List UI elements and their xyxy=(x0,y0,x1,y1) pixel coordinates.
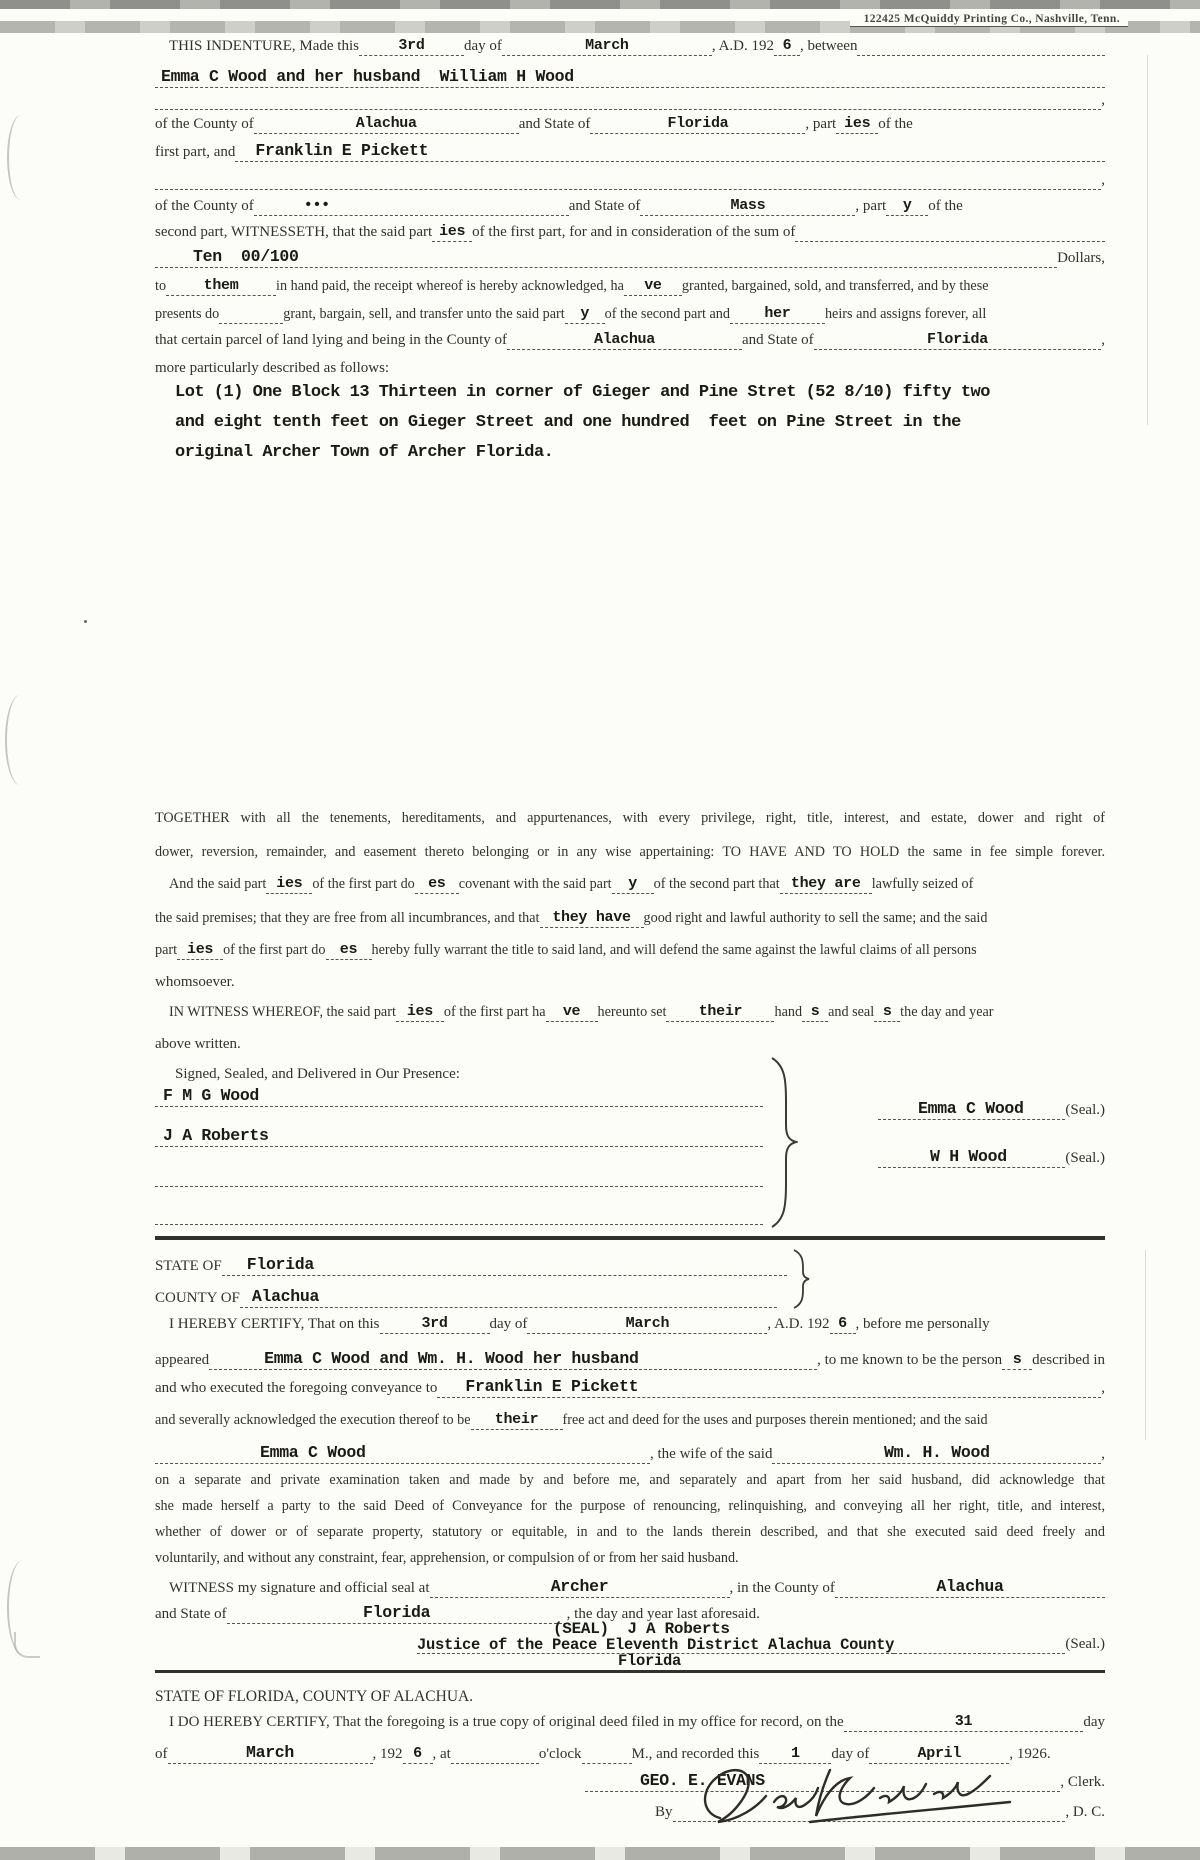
filled-month xyxy=(527,1311,767,1334)
notary-seal-line: (SEAL) J A Roberts xyxy=(553,1620,730,1638)
form-label: , part xyxy=(805,116,837,133)
form-label: presents do xyxy=(155,306,220,323)
section-rule-2 xyxy=(155,1670,1105,1673)
form-label: (Seal.) xyxy=(1065,1636,1105,1653)
form-label: , xyxy=(1101,1446,1105,1463)
receipt-line xyxy=(155,274,1105,296)
typed-entry: Franklin E Pickett xyxy=(465,1376,639,1396)
filled-s xyxy=(802,999,828,1022)
top-scan-band xyxy=(0,0,1200,9)
typed-entry: her xyxy=(764,305,791,322)
typed-entry: ies xyxy=(276,875,303,892)
separator-line-2 xyxy=(155,172,1105,190)
separate-examination-line-3 xyxy=(155,1520,1105,1542)
form-label: and who executed the foregoing conveyance to xyxy=(155,1380,438,1397)
form-label: part xyxy=(155,942,178,959)
form-label: first part, and xyxy=(155,144,236,161)
property-description-line-1: Lot (1) One Block 13 Thirteen in corner of Gieger and Pine Stret (52 8/10) fifty two xyxy=(175,383,990,402)
form-label: that certain parcel of land lying and being in the County of xyxy=(155,332,507,349)
separate-examination-line-1 xyxy=(155,1468,1105,1490)
section-rule-1 xyxy=(155,1236,1105,1240)
typed-entry: they have xyxy=(552,909,631,926)
margin-artifact xyxy=(5,695,35,785)
filled-ack-state xyxy=(222,1249,787,1276)
form-label: of the first part ha xyxy=(443,1004,546,1021)
filled-grantee xyxy=(235,139,1105,162)
form-label: heirs and assigns forever, all xyxy=(824,306,987,323)
typed-entry: ies xyxy=(439,223,466,240)
filled-grantor-signature xyxy=(878,1137,1065,1168)
margin-artifact-hook xyxy=(14,1632,40,1658)
typed-entry: Ten 00/100 xyxy=(193,246,299,266)
separate-examination-line-4 xyxy=(155,1546,1105,1568)
filled-ack-county xyxy=(240,1281,777,1308)
page-edge-line xyxy=(1147,55,1148,425)
typed-entry: 1 xyxy=(791,1745,800,1762)
form-label: second part, WITNESSETH, that the said part xyxy=(155,224,433,241)
form-label: , at xyxy=(432,1746,451,1763)
certify-line xyxy=(155,1312,1105,1334)
typed-entry: March xyxy=(585,37,629,54)
typed-entry: ies xyxy=(844,115,871,132)
filled-grantor-signature xyxy=(878,1089,1065,1120)
filled-grantors xyxy=(155,57,1105,88)
filled-parties xyxy=(396,999,444,1022)
conveyance-line xyxy=(155,1376,1105,1398)
typed-entry: Florida xyxy=(667,115,729,132)
form-label: STATE OF xyxy=(155,1258,222,1275)
form-label: hand xyxy=(774,1004,803,1021)
typed-entry: Florida xyxy=(363,1602,431,1622)
blank-fill xyxy=(857,33,1105,56)
form-label: , the day and year last aforesaid. xyxy=(566,1606,760,1623)
form-label: of the County of xyxy=(155,116,254,133)
typed-entry: April xyxy=(917,1745,962,1762)
form-label: , between xyxy=(799,38,858,55)
form-label: voluntarily, and without any constraint, fear, apprehension, or compulsion of or from her said husband. xyxy=(155,1550,739,1567)
form-label: day xyxy=(1083,1714,1105,1731)
premises-line xyxy=(155,906,1105,928)
typed-entry: s xyxy=(882,1003,892,1020)
county-state-line-2 xyxy=(155,194,1105,216)
form-label: of the first part, for and in consideration of the sum of xyxy=(472,224,796,241)
form-label: o'clock xyxy=(538,1746,582,1763)
form-label: , D. C. xyxy=(1065,1804,1105,1821)
filled-day xyxy=(380,1311,490,1334)
typed-entry: Alachua xyxy=(355,115,417,132)
filled-s xyxy=(1002,1343,1032,1370)
filled-conveyance-name xyxy=(437,1375,1101,1398)
typed-entry: Wm. H. Wood xyxy=(884,1442,990,1462)
typed-entry: ••• xyxy=(303,197,330,214)
typed-entry: Franklin E Pickett xyxy=(255,140,429,160)
filled-parties xyxy=(836,111,878,134)
form-label: and State of xyxy=(155,1606,227,1623)
form-label: , Clerk. xyxy=(1060,1774,1105,1791)
ink-dot xyxy=(84,620,87,623)
form-label: , A.D. 192 xyxy=(767,1316,830,1333)
form-label: , xyxy=(1101,1380,1105,1397)
ack-county-line xyxy=(155,1282,1105,1308)
margin-artifact xyxy=(7,115,35,200)
filled-ve xyxy=(624,273,682,296)
grantee-line xyxy=(155,140,1105,162)
county-state-line-1 xyxy=(155,112,1105,134)
typed-entry: March xyxy=(625,1315,670,1332)
indenture-date-line xyxy=(155,34,1105,56)
above-written-line xyxy=(155,1032,1105,1054)
witness-brace xyxy=(770,1055,798,1230)
typed-entry: s xyxy=(810,1003,820,1020)
form-label: the day and year xyxy=(900,1004,994,1021)
form-label: , 1926. xyxy=(1009,1746,1051,1763)
form-label: I DO HEREBY CERTIFY, That the foregoing is a true copy of original deed filed in my office for record, on the xyxy=(169,1714,844,1731)
form-label: hereby fully warrant the title to said land, and will defend the same against the lawful claims of all persons xyxy=(371,942,977,959)
filled-county-2 xyxy=(254,193,569,216)
typed-entry: Florida xyxy=(926,331,988,348)
typed-entry: their xyxy=(698,1003,743,1020)
filled-state-2 xyxy=(640,193,855,216)
form-label: whether of dower or of separate property, statutory or equitable, in and to the lands therein described, and that she executed said deed freely and xyxy=(155,1524,1105,1541)
filled-ve xyxy=(546,999,598,1022)
filled-parties xyxy=(177,937,223,960)
filled-year xyxy=(830,1311,856,1334)
form-label: dower, reversion, remainder, and easement thereto belonging or in any wise appertaining: TO HAVE AND TO HOLD the same in fee simple forever. xyxy=(155,844,1105,861)
filled-file-year xyxy=(403,1737,433,1764)
filled-month xyxy=(502,33,712,56)
form-label: WITNESS my signature and official seal at xyxy=(169,1580,430,1597)
typed-entry: 31 xyxy=(954,1713,973,1730)
form-label: , 192 xyxy=(372,1746,403,1763)
form-label: covenant with the said part xyxy=(458,876,612,893)
filled-seal-county xyxy=(835,1571,1105,1598)
filled-state xyxy=(590,111,805,134)
form-label: of xyxy=(155,1746,168,1763)
witnesseth-line xyxy=(155,220,1105,242)
appeared-line xyxy=(155,1344,1105,1370)
form-label: day of xyxy=(831,1746,870,1763)
form-label: and State of xyxy=(518,116,591,133)
description-intro-line xyxy=(155,356,1105,378)
form-label: of the first part do xyxy=(223,942,326,959)
typed-entry: es xyxy=(428,875,446,892)
form-label: of the xyxy=(928,198,963,215)
blank-signature-line-2 xyxy=(155,1196,763,1225)
filled-their xyxy=(666,999,774,1022)
form-label: I HEREBY CERTIFY, That on this xyxy=(169,1316,380,1333)
wife-line xyxy=(155,1438,1105,1464)
filled-county xyxy=(254,111,519,134)
typed-entry: ies xyxy=(187,941,214,958)
in-witness-line xyxy=(155,1000,1105,1022)
form-label: , part xyxy=(855,198,887,215)
page-edge-line xyxy=(1145,1250,1146,1440)
filled-them xyxy=(166,273,276,296)
form-label: , A.D. 192 xyxy=(711,38,774,55)
form-label: free act and deed for the uses and purposes therein mentioned; and the said xyxy=(562,1412,988,1429)
form-label: And the said part xyxy=(169,876,267,893)
typed-entry: Emma C Wood and her husband William H Wood xyxy=(161,66,574,86)
typed-entry: Alachua xyxy=(251,1286,320,1306)
consideration-amount-line xyxy=(155,246,1105,268)
typed-entry: March xyxy=(245,1742,294,1762)
form-label: , in the County of xyxy=(729,1580,835,1597)
typed-entry: y xyxy=(580,305,590,322)
form-label: day of xyxy=(489,1316,528,1333)
filled-they-have xyxy=(540,905,644,928)
form-label: above written. xyxy=(155,1036,241,1053)
filled-her xyxy=(730,301,825,324)
form-label: of the County of xyxy=(155,198,254,215)
form-label: she made herself a party to the said Deed of Conveyance for the purpose of renouncing, relinquishing, and conveying all her right, title, and interest, xyxy=(155,1498,1105,1515)
form-label: By xyxy=(655,1804,673,1821)
form-label: Dollars, xyxy=(1057,250,1105,267)
typed-entry: ies xyxy=(406,1003,433,1020)
form-label: described in xyxy=(1032,1352,1105,1369)
filled-file-month xyxy=(168,1737,373,1764)
blank-meridiem-fill xyxy=(582,1737,632,1764)
form-label: COUNTY OF xyxy=(155,1290,240,1307)
typed-entry: Florida xyxy=(246,1254,314,1274)
blank-fill xyxy=(795,219,1105,242)
filled-husband-name xyxy=(772,1437,1101,1464)
filled-seal-state xyxy=(227,1599,567,1624)
form-label: the said premises; that they are free from all incumbrances, and that xyxy=(155,910,540,927)
filled-wife-name xyxy=(155,1437,650,1464)
typed-entry: Mass xyxy=(730,197,766,214)
typed-entry: 3rd xyxy=(398,37,425,54)
typed-entry: ve xyxy=(644,277,662,294)
blank-signature-line-1 xyxy=(155,1158,763,1187)
typed-entry: GEO. E. EVANS xyxy=(640,1770,765,1790)
property-description-line-3: original Archer Town of Archer Florida. xyxy=(175,443,554,462)
typed-entry: Emma C Wood xyxy=(918,1098,1024,1118)
deputy-clerk-signature xyxy=(690,1756,1050,1834)
filled-party xyxy=(612,871,654,894)
form-label: THIS INDENTURE, Made this xyxy=(169,38,359,55)
filled-parties xyxy=(432,219,472,242)
typed-entry: 6 xyxy=(782,37,792,54)
form-label: and seal xyxy=(828,1004,875,1021)
form-label: in hand paid, the receipt whereof is hereby acknowledged, ha xyxy=(276,278,624,295)
form-label: to xyxy=(155,278,167,295)
form-label: Signed, Sealed, and Delivered in Our Presence: xyxy=(175,1066,460,1083)
covenant-line xyxy=(155,872,1105,894)
filled-seal-place xyxy=(430,1571,730,1598)
typed-entry: them xyxy=(203,277,239,294)
bottom-scan-band xyxy=(0,1847,1200,1860)
ack-brace xyxy=(792,1248,810,1310)
typed-entry: y xyxy=(628,875,637,892)
justice-title-line xyxy=(155,1634,1105,1654)
form-label: of the first part do xyxy=(312,876,415,893)
filled-party xyxy=(886,193,928,216)
blank-fill xyxy=(894,1633,1065,1654)
form-label: more particularly described as follows: xyxy=(155,360,390,377)
witness-signature-line-1 xyxy=(155,1076,763,1107)
form-label: of the second part that xyxy=(653,876,780,893)
form-label: granted, bargained, sold, and transferred, and by these xyxy=(681,278,989,295)
form-label: whomsoever. xyxy=(155,974,235,991)
grantor-signature-line-1 xyxy=(878,1090,1105,1120)
filled-s xyxy=(874,999,900,1022)
form-label: and State of xyxy=(568,198,641,215)
together-clause-line-2 xyxy=(155,840,1105,862)
form-label: and State of xyxy=(741,332,814,349)
justice-state-line: Florida xyxy=(618,1652,682,1670)
form-label: grant, bargain, sell, and transfer unto the said part xyxy=(283,306,565,323)
typed-entry: s xyxy=(1012,1351,1022,1368)
typed-entry: 3rd xyxy=(421,1315,448,1332)
grantor-names-line xyxy=(155,58,1105,88)
form-label: lawfully seized of xyxy=(871,876,974,893)
typed-entry: they are xyxy=(790,875,861,892)
acknowledged-line xyxy=(155,1408,1105,1430)
filled-their xyxy=(471,1407,563,1430)
typed-entry: Emma C Wood xyxy=(260,1442,366,1462)
typed-entry: es xyxy=(339,941,358,958)
form-label: day of xyxy=(463,38,502,55)
filled-they-are xyxy=(780,871,872,894)
typed-entry: Emma C Wood and Wm. H. Wood her husband xyxy=(264,1348,639,1368)
filled-es xyxy=(415,871,459,894)
witness-signature-line-2 xyxy=(155,1116,763,1147)
ack-state-line xyxy=(155,1250,1105,1276)
typed-entry: y xyxy=(902,197,912,214)
form-label: hereunto set xyxy=(597,1004,667,1021)
typed-entry: J A Roberts xyxy=(163,1125,269,1145)
property-description-line-2: and eight tenth feet on Gieger Street and one hundred feet on Pine Street in the xyxy=(175,413,961,432)
witness-seal-line xyxy=(155,1572,1105,1598)
typed-entry: W H Wood xyxy=(930,1146,1007,1166)
transfer-line xyxy=(155,302,1105,324)
form-label: and severally acknowledged the execution thereof to be xyxy=(155,1412,471,1429)
printer-mark: 122425 McQuiddy Printing Co., Nashville, Tenn. xyxy=(850,13,1128,27)
justice-title: Justice of the Peace Eleventh District Alachua County xyxy=(417,1635,895,1654)
form-label: , xyxy=(1101,332,1105,349)
blank-fill xyxy=(155,91,1101,110)
form-label: , xyxy=(1101,92,1105,109)
filled-party xyxy=(565,301,605,324)
form-label: IN WITNESS WHEREOF, the said part xyxy=(169,1004,396,1021)
form-label: of the second part and xyxy=(604,306,730,323)
form-label: STATE OF FLORIDA, COUNTY OF ALACHUA. xyxy=(155,1687,474,1705)
form-label: of the xyxy=(878,116,913,133)
filled-appeared-names xyxy=(209,1343,817,1370)
typed-entry: their xyxy=(494,1411,539,1428)
typed-entry: Alachua xyxy=(936,1576,1004,1596)
form-label: , before me personally xyxy=(855,1316,990,1333)
form-label: good right and lawful authority to sell the same; and the said xyxy=(643,910,988,927)
filled-day xyxy=(359,33,464,56)
filled-state-3 xyxy=(814,327,1102,350)
form-label: , the wife of the said xyxy=(650,1446,773,1463)
blank-fill xyxy=(155,171,1101,190)
form-label: M., and recorded this xyxy=(631,1746,760,1763)
separator-line xyxy=(155,92,1105,110)
form-label: TOGETHER with all the tenements, hereditaments, and appurtenances, with every privilege, right, title, interest, and estate, dower and right of xyxy=(155,810,1105,827)
grantor-signature-line-2 xyxy=(878,1138,1105,1168)
typed-entry: ve xyxy=(562,1003,581,1020)
typed-entry: F M G Wood xyxy=(163,1085,260,1105)
typed-entry: Archer xyxy=(550,1576,609,1596)
whomsoever-line xyxy=(155,970,1105,992)
recording-certify-line xyxy=(155,1708,1105,1732)
form-label: appeared xyxy=(155,1352,210,1369)
filled-amount xyxy=(155,245,1057,268)
form-label: , xyxy=(1101,172,1105,189)
typed-entry: 6 xyxy=(838,1315,847,1332)
warranty-line xyxy=(155,938,1105,960)
blank-fill xyxy=(219,301,283,324)
separate-examination-line-2 xyxy=(155,1494,1105,1516)
together-clause-line-1 xyxy=(155,806,1105,828)
filled-parties xyxy=(266,871,312,894)
form-label: , to me known to be the person xyxy=(817,1352,1003,1369)
blank-oclock-fill xyxy=(451,1737,539,1764)
form-label: (Seal.) xyxy=(1065,1102,1105,1119)
form-label: (Seal.) xyxy=(1065,1150,1105,1167)
filled-year xyxy=(774,33,800,56)
parcel-location-line xyxy=(155,328,1105,350)
filled-county-3 xyxy=(507,327,742,350)
filled-es xyxy=(326,937,372,960)
typed-entry: Alachua xyxy=(594,331,655,348)
recording-heading xyxy=(155,1684,1105,1706)
filled-file-day xyxy=(844,1707,1084,1732)
form-label: on a separate and private examination taken and made by and before me, and separately and apart from her said husband, did acknowledge that xyxy=(155,1472,1105,1489)
typed-entry: 6 xyxy=(413,1745,422,1762)
